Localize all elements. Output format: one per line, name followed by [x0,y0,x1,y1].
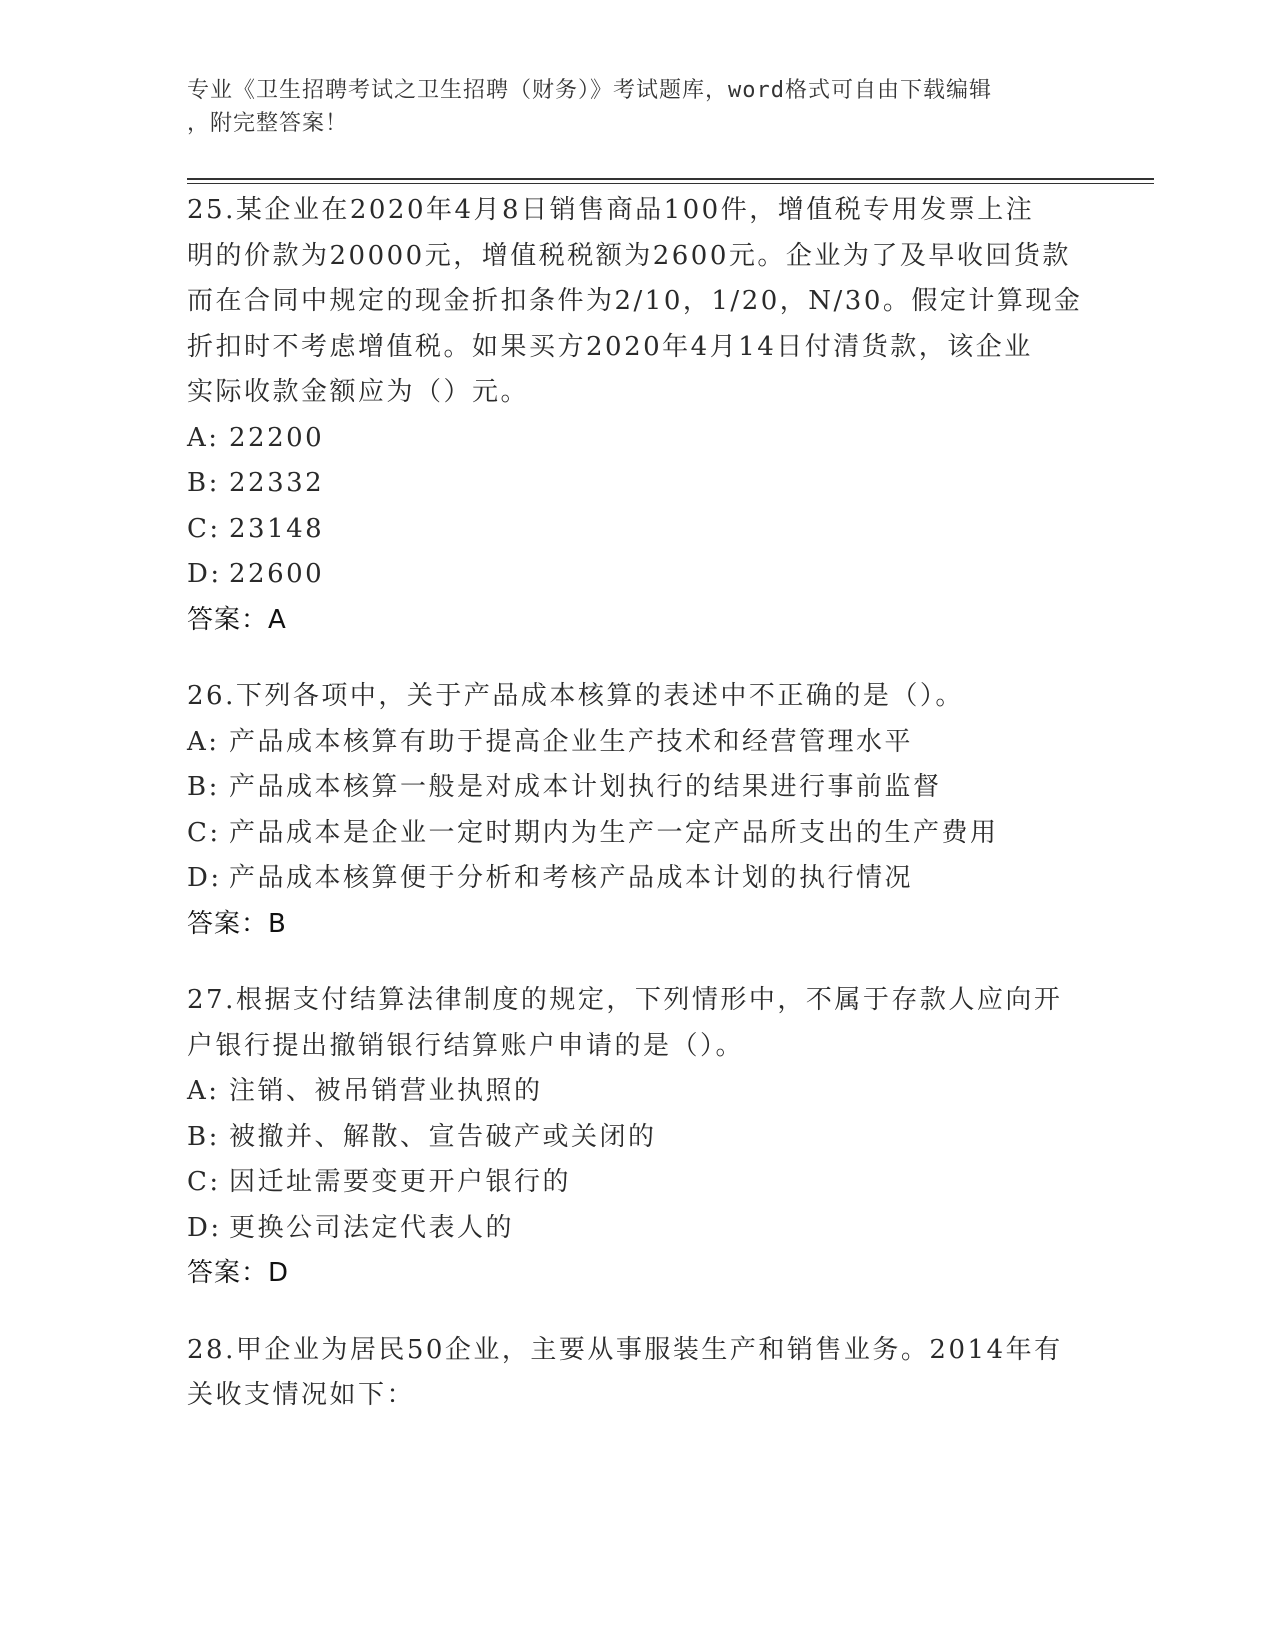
option-text: 因迁址需要变更开户银行的 [229,1167,572,1197]
option-a [187,416,1087,462]
option-text: 产品成本是企业一定时期内为生产一定产品所支出的生产费用 [229,817,999,848]
question-stem-line: 折扣时不考虑增值税。如果买方2020年4月14日付清货款，该企业 [187,331,1033,362]
document-header [187,74,1077,140]
question-stem-line: 而在合同中规定的现金折扣条件为2/10，1/20，N/30。假定计算现金 [187,286,1083,316]
option-label: B: [187,772,220,802]
header-divider [187,178,1154,180]
option-text: 23148 [229,513,325,544]
option-text: 22332 [229,468,325,498]
answer-line: 答案：D [187,1258,290,1288]
option-text: 22600 [229,559,325,589]
option-text: 注销、被吊销营业执照的 [229,1076,543,1106]
answer-line: 答案：B [187,908,287,939]
option-label: D: [187,1212,222,1243]
answer-line: 答案：A [187,604,287,635]
option-label: B: [187,1121,220,1152]
option-a [187,720,1087,766]
option-b [187,461,1087,507]
option-c [187,1160,1087,1206]
question-25 [187,188,1087,643]
option-c [187,811,1087,857]
question-stem-line: 明的价款为20000元，增值税税额为2600元。企业为了及早收回货款 [187,240,1071,271]
header-divider [187,183,1154,184]
option-text: 产品成本核算有助于提高企业生产技术和经营管理水平 [229,726,914,757]
question-stem-line: 28.甲企业为居民50企业，主要从事服装生产和销售业务。2014年有 [187,1334,1063,1365]
option-label: C: [187,817,221,848]
option-label: C: [187,1167,221,1197]
question-stem-line: 关收支情况如下： [187,1380,416,1410]
option-label: C: [187,513,221,544]
option-text: 产品成本核算一般是对成本计划执行的结果进行事前监督 [229,772,942,802]
option-label: A: [187,422,220,453]
option-d [187,856,1087,902]
option-c [187,507,1087,553]
option-text: 22200 [229,422,325,453]
option-label: A: [187,726,220,757]
question-stem-line: 27.根据支付结算法律制度的规定，下列情形中，不属于存款人应向开 [187,985,1063,1015]
option-text: 更换公司法定代表人的 [229,1212,515,1243]
option-text: 被撤并、解散、宣告破产或关闭的 [229,1121,657,1152]
question-stem-line: 26.下列各项中，关于产品成本核算的表述中不正确的是（）。 [187,681,964,711]
header-line: ，附完整答案！ [187,111,349,136]
option-text: 产品成本核算便于分析和考核产品成本计划的执行情况 [229,863,914,893]
option-label: D: [187,863,222,893]
option-b [187,765,1087,811]
header-line: 专业《卫生招聘考试之卫生招聘（财务）》考试题库，word格式可自由下载编辑 [187,78,992,103]
question-list [187,188,1087,1450]
question-stem-line: 25.某企业在2020年4月8日销售商品100件，增值税专用发票上注 [187,195,1035,225]
question-27 [187,978,1087,1297]
option-d [187,1206,1087,1252]
question-stem-line: 户银行提出撤销银行结算账户申请的是（）。 [187,1030,745,1061]
option-label: A: [187,1076,220,1106]
question-stem-line: 实际收款金额应为（）元。 [187,377,530,407]
question-28 [187,1328,1087,1419]
option-label: D: [187,559,222,589]
option-label: B: [187,468,220,498]
option-d [187,552,1087,598]
option-a [187,1069,1087,1115]
option-b [187,1115,1087,1161]
question-26 [187,674,1087,947]
